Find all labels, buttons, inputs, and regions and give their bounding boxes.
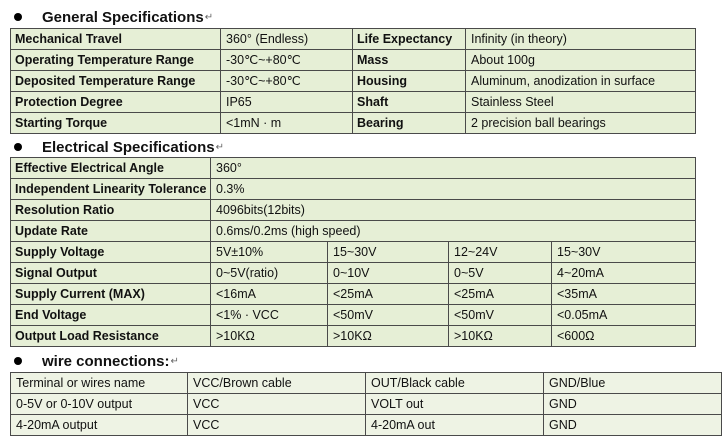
spec-label: Bearing: [353, 113, 466, 134]
spec-value: 5V±10%: [211, 242, 328, 263]
table-row: [11, 284, 696, 305]
spec-value: 0~5V(ratio): [211, 263, 328, 284]
spec-label: Resolution Ratio: [11, 200, 211, 221]
electrical-specs-table: [10, 157, 696, 347]
spec-value: 0.6ms/0.2ms (high speed): [211, 221, 696, 242]
spec-value: 0~10V: [328, 263, 449, 284]
spec-value: >10KΩ: [328, 326, 449, 347]
spec-value: About 100g: [466, 50, 696, 71]
spec-label: Shaft: [353, 92, 466, 113]
spec-value: <25mA: [328, 284, 449, 305]
spec-label: Housing: [353, 71, 466, 92]
table-cell: GND: [544, 415, 722, 436]
bullet-icon: [14, 357, 22, 365]
table-row: [11, 179, 696, 200]
spec-value: 360°: [211, 158, 696, 179]
table-cell: 4-20mA out: [366, 415, 544, 436]
table-cell: VCC: [188, 394, 366, 415]
spec-value: <50mV: [328, 305, 449, 326]
spec-value: <1mN · m: [221, 113, 353, 134]
table-row: [11, 305, 696, 326]
spec-value: <0.05mA: [552, 305, 696, 326]
table-cell: 0-5V or 0-10V output: [11, 394, 188, 415]
spec-label: Supply Current (MAX): [11, 284, 211, 305]
table-row: [11, 221, 696, 242]
table-cell: 4-20mA output: [11, 415, 188, 436]
spec-label: Protection Degree: [11, 92, 221, 113]
table-cell: VOLT out: [366, 394, 544, 415]
spec-value: >10KΩ: [211, 326, 328, 347]
electrical-specs-heading: [14, 136, 224, 158]
table-row: [11, 394, 722, 415]
spec-value: 2 precision ball bearings: [466, 113, 696, 134]
spec-value: <1% · VCC: [211, 305, 328, 326]
spec-value: Aluminum, anodization in surface: [466, 71, 696, 92]
spec-value: >10KΩ: [449, 326, 552, 347]
table-row: [11, 158, 696, 179]
spec-label: Deposited Temperature Range: [11, 71, 221, 92]
spec-label: Supply Voltage: [11, 242, 211, 263]
spec-value: 4~20mA: [552, 263, 696, 284]
spec-value: 15~30V: [328, 242, 449, 263]
column-header: OUT/Black cable: [366, 373, 544, 394]
spec-label: Operating Temperature Range: [11, 50, 221, 71]
paragraph-mark-icon: ↵: [215, 141, 224, 153]
spec-value: <25mA: [449, 284, 552, 305]
paragraph-mark-icon: ↵: [170, 355, 179, 367]
spec-label: Update Rate: [11, 221, 211, 242]
spec-value: <600Ω: [552, 326, 696, 347]
spec-label: Output Load Resistance: [11, 326, 211, 347]
bullet-icon: [14, 13, 22, 21]
spec-value: Stainless Steel: [466, 92, 696, 113]
general-specs-table: [10, 28, 696, 134]
spec-value: 12~24V: [449, 242, 552, 263]
spec-label: Mechanical Travel: [11, 29, 221, 50]
table-cell: GND: [544, 394, 722, 415]
general-specs-heading: [14, 6, 213, 28]
table-cell: VCC: [188, 415, 366, 436]
spec-value: <50mV: [449, 305, 552, 326]
electrical-specs-title: Electrical Specifications: [42, 138, 215, 156]
table-row: [11, 263, 696, 284]
wire-connections-heading: [14, 350, 179, 372]
table-row: [11, 415, 722, 436]
table-row: [11, 113, 696, 134]
general-specs-title: General Specifications: [42, 8, 204, 26]
spec-label: Effective Electrical Angle: [11, 158, 211, 179]
spec-label: Starting Torque: [11, 113, 221, 134]
spec-label: End Voltage: [11, 305, 211, 326]
spec-value: <16mA: [211, 284, 328, 305]
table-row: [11, 200, 696, 221]
table-row: [11, 326, 696, 347]
column-header: GND/Blue: [544, 373, 722, 394]
spec-value: Infinity (in theory): [466, 29, 696, 50]
spec-value: IP65: [221, 92, 353, 113]
spec-value: 4096bits(12bits): [211, 200, 696, 221]
table-row: [11, 92, 696, 113]
spec-value: <35mA: [552, 284, 696, 305]
spec-value: 15~30V: [552, 242, 696, 263]
column-header: VCC/Brown cable: [188, 373, 366, 394]
column-header: Terminal or wires name: [11, 373, 188, 394]
table-header-row: [11, 373, 722, 394]
wire-connections-table: [10, 372, 722, 436]
spec-value: -30℃~+80℃: [221, 50, 353, 71]
spec-label: Life Expectancy: [353, 29, 466, 50]
spec-value: 0~5V: [449, 263, 552, 284]
paragraph-mark-icon: ↵: [204, 11, 214, 23]
table-row: [11, 242, 696, 263]
table-row: [11, 71, 696, 92]
table-row: [11, 50, 696, 71]
bullet-icon: [14, 143, 22, 151]
spec-value: 0.3%: [211, 179, 696, 200]
spec-value: 360° (Endless): [221, 29, 353, 50]
spec-label: Mass: [353, 50, 466, 71]
wire-connections-title: wire connections:: [42, 352, 170, 370]
spec-label: Independent Linearity Tolerance: [11, 179, 211, 200]
spec-value: -30℃~+80℃: [221, 71, 353, 92]
table-row: [11, 29, 696, 50]
spec-label: Signal Output: [11, 263, 211, 284]
